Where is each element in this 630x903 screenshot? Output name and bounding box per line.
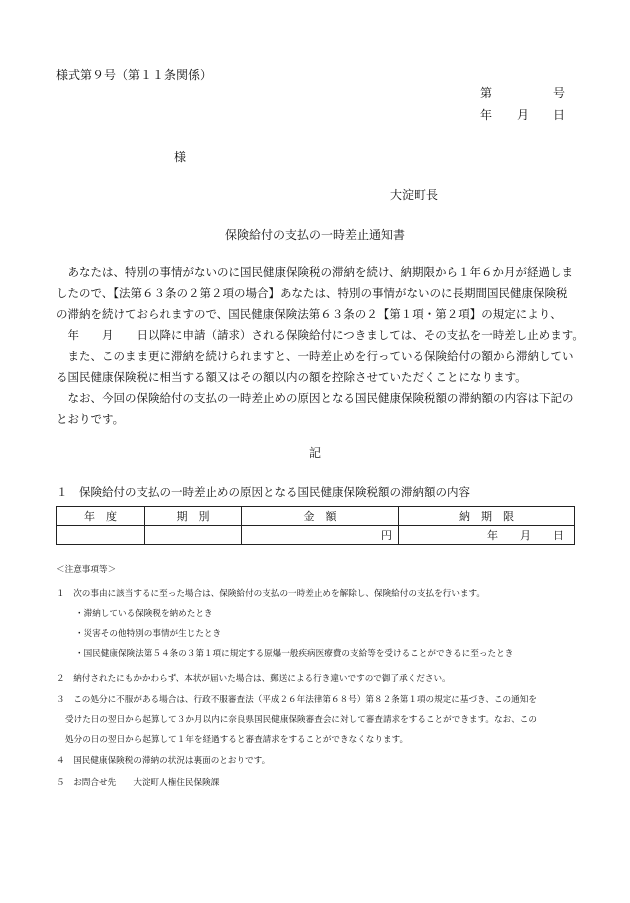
note-item: ５ お問合せ先 大淀町人権住民保険課 — [56, 778, 220, 788]
delinquency-table — [56, 506, 575, 545]
body-line: したので、【法第６３条の２第２項の場合】あなたは、特別の事情がないのに長期間国民健康保険税 — [56, 286, 568, 300]
cell-installment — [145, 526, 242, 545]
form-number: 様式第９号（第１１条関係） — [56, 68, 213, 82]
note-item-continued: 処分の日の翌日から起算して１年を経過すると審査請求をすることができなくなります。 — [65, 735, 409, 745]
date-year: 年 — [480, 108, 493, 122]
cell-fiscal-year — [57, 526, 145, 545]
body-line: なお、今回の保険給付の支払の一時差止めの原因となる国民健康保険税額の滞納額の内容は下記の — [56, 391, 574, 405]
body-line: 年 月 日以降に申請（請求）される保険給付につきましては、その支払を一時差し止めます。 — [56, 328, 584, 342]
date-day: 日 — [553, 108, 566, 122]
cell-due-date: 年 月 日 — [399, 526, 575, 545]
body-line: あなたは、特別の事情がないのに国民健康保険税の滞納を続け、納期限から１年６か月が経過しま — [56, 265, 574, 279]
body-line: る国民健康保険税に相当する額又はその額以内の額を控除させていただくことになります。 — [56, 370, 527, 384]
table-row — [57, 526, 575, 545]
note-item: ２ 納付されたにもかかわらず、本状が届いた場合は、郵送による行き違いですので御了承ください。 — [56, 674, 451, 684]
document-number-suffix: 号 — [553, 86, 566, 100]
table-header-row — [57, 507, 575, 526]
body-line: とおりです。 — [56, 412, 125, 426]
ki-heading: 記 — [308, 446, 321, 460]
body-line: の滞納を続けておられますので、国民健康保険法第６３条の２【第１項・第２項】の規定により、 — [56, 307, 562, 321]
header-installment: 期 別 — [145, 507, 242, 526]
notes-heading: ＜注意事項等＞ — [56, 565, 117, 575]
note-subitem: ・災害その他特別の事情が生じたとき — [75, 629, 222, 639]
document-title: 保険給付の支払の一時差止通知書 — [224, 228, 405, 242]
note-subitem: ・国民健康保険法第５４条の３第１項に規定する原爆一般疾病医療費の支給等を受けることができるに至ったとき — [75, 649, 514, 659]
issuer: 大淀町長 — [390, 188, 439, 202]
document-number-label: 第 — [480, 86, 493, 100]
notice-body — [56, 262, 584, 430]
body-line: また、このまま更に滞納を続けられますと、一時差止めを行っている保険給付の額から滞納してい — [56, 349, 574, 363]
header-fiscal-year: 年 度 — [57, 507, 145, 526]
note-subitem: ・滞納している保険税を納めたとき — [75, 609, 213, 619]
date-month: 月 — [517, 108, 530, 122]
addressee-suffix: 様 — [174, 150, 187, 164]
note-item: ４ 国民健康保険税の滞納の状況は裏面のとおりです。 — [56, 756, 271, 766]
note-item: １ 次の事由に該当するに至った場合は、保険給付の支払の一時差止めを解除し、保険給付の支払を行います。 — [56, 589, 486, 599]
header-amount: 金 額 — [242, 507, 399, 526]
note-item: ３ この処分に不服がある場合は、行政不服審査法（平成２６年法律第６８号）第８２条第１項の規定に基づき、この通知を — [56, 695, 537, 705]
header-due-date: 納 期 限 — [399, 507, 575, 526]
note-item-continued: 受けた日の翌日から起算して３か月以内に奈良県国民健康保険審査会に対して審査請求をすることができます。なお、この — [65, 715, 537, 725]
section-1-title: １ 保険給付の支払の一時差止めの原因となる国民健康保険税額の滞納額の内容 — [56, 485, 470, 499]
cell-amount: 円 — [242, 526, 399, 545]
